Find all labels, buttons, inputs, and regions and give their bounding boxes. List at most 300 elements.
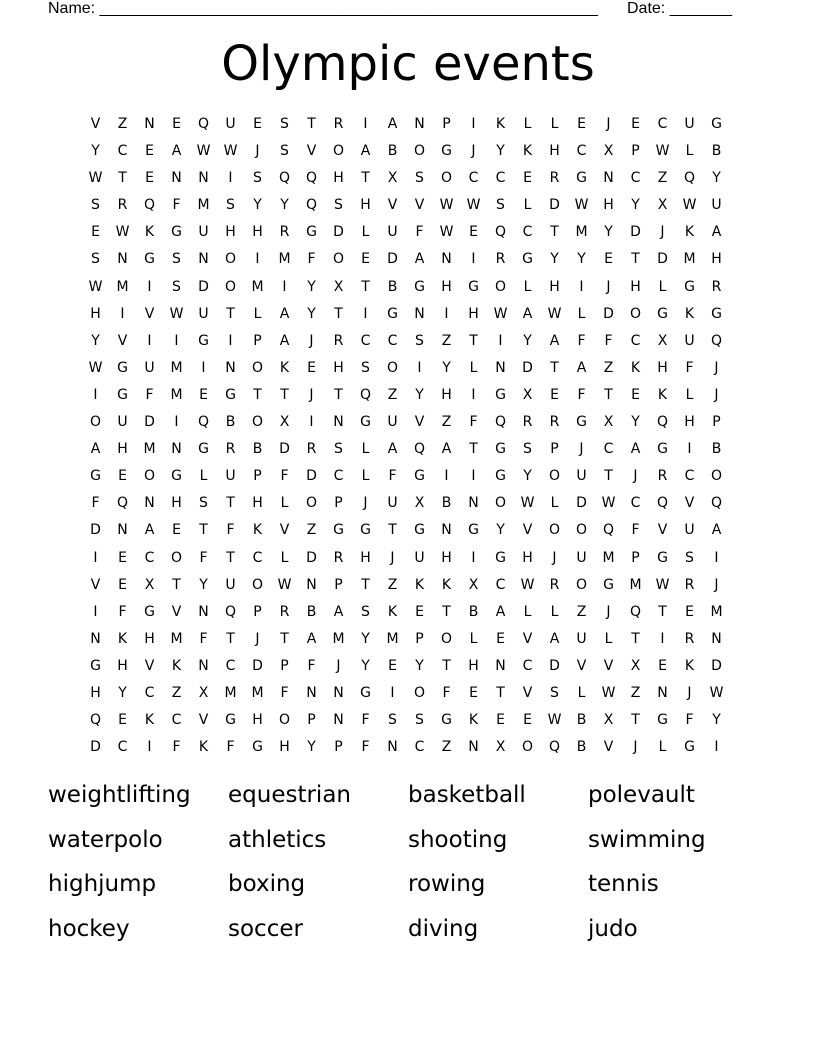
- grid-letter: O: [710, 468, 723, 485]
- grid-letter: X: [657, 332, 668, 349]
- grid-letter: V: [603, 657, 614, 674]
- grid-letter: E: [145, 143, 154, 160]
- grid-letter: Y: [577, 251, 586, 268]
- grid-letter: G: [144, 251, 155, 268]
- grid-letter: P: [253, 603, 262, 620]
- grid-letter: G: [495, 441, 506, 458]
- grid-letter: D: [90, 739, 101, 756]
- grid-letter: P: [550, 441, 559, 458]
- grid-letter: J: [633, 468, 638, 485]
- grid-letter: K: [441, 576, 452, 593]
- grid-letter: P: [631, 549, 640, 566]
- grid-letter: U: [387, 224, 398, 241]
- grid-letter: V: [387, 197, 398, 214]
- grid-letter: M: [170, 630, 183, 647]
- grid-letter: E: [523, 170, 532, 187]
- grid-letter: L: [550, 603, 559, 620]
- grid-letter: I: [363, 116, 368, 132]
- grid-letter: B: [252, 441, 263, 458]
- grid-letter: S: [550, 684, 559, 701]
- grid-letter: T: [280, 386, 289, 403]
- grid-letter: K: [495, 116, 506, 132]
- grid-letter: U: [576, 630, 587, 647]
- grid-letter: V: [279, 522, 290, 539]
- grid-letter: M: [116, 278, 129, 295]
- grid-letter: W: [196, 143, 211, 160]
- grid-letter: K: [144, 224, 155, 241]
- grid-letter: E: [631, 386, 640, 403]
- grid-letter: H: [711, 251, 722, 268]
- grid-letter: D: [603, 305, 614, 322]
- grid-letter: Y: [199, 576, 208, 593]
- grid-letter: I: [93, 603, 98, 620]
- grid-letter: Q: [143, 197, 156, 214]
- grid-letter: X: [387, 170, 398, 187]
- grid-letter: Q: [278, 170, 291, 187]
- grid-letter: Q: [305, 170, 318, 187]
- grid-letter: K: [117, 630, 128, 647]
- grid-letter: C: [522, 657, 533, 674]
- grid-letter: I: [147, 332, 152, 349]
- grid-letter: L: [523, 116, 532, 132]
- grid-letter: S: [415, 170, 424, 187]
- grid-letter: F: [577, 386, 586, 403]
- grid-letter: L: [361, 441, 370, 458]
- grid-letter: P: [415, 630, 424, 647]
- grid-letter: C: [171, 712, 182, 729]
- grid-letter: Q: [413, 441, 426, 458]
- grid-letter: P: [253, 332, 262, 349]
- grid-letter: C: [387, 332, 398, 349]
- grid-letter: V: [522, 630, 533, 647]
- grid-letter: R: [333, 116, 344, 132]
- grid-letter: T: [307, 116, 316, 132]
- grid-letter: Z: [306, 522, 317, 539]
- grid-letter: U: [684, 116, 695, 132]
- date-field-label: Date: _______: [627, 0, 732, 17]
- grid-letter: L: [523, 278, 532, 295]
- grid-letter: L: [550, 495, 559, 512]
- grid-letter: T: [280, 630, 289, 647]
- grid-letter: W: [655, 576, 670, 593]
- grid-letter: I: [444, 305, 449, 322]
- grid-letter: F: [361, 712, 370, 729]
- grid-letter: H: [468, 305, 479, 322]
- grid-letter: O: [332, 251, 345, 268]
- grid-letter: L: [658, 739, 667, 756]
- grid-letter: H: [333, 170, 344, 187]
- grid-letter: L: [577, 684, 586, 701]
- grid-letter: M: [683, 251, 696, 268]
- grid-letter: M: [386, 630, 399, 647]
- grid-letter: L: [253, 305, 262, 322]
- grid-letter: Q: [494, 224, 507, 241]
- grid-letter: V: [90, 116, 101, 132]
- grid-letter: J: [255, 143, 260, 160]
- grid-letter: U: [225, 468, 236, 485]
- grid-letter: H: [684, 414, 695, 431]
- grid-letter: B: [576, 739, 587, 756]
- grid-letter: F: [361, 739, 370, 756]
- grid-letter: H: [603, 197, 614, 214]
- grid-letter: H: [522, 549, 533, 566]
- grid-letter: T: [226, 549, 235, 566]
- grid-letter: N: [198, 657, 209, 674]
- grid-letter: J: [714, 576, 719, 593]
- grid-letter: S: [91, 197, 100, 214]
- grid-letter: D: [630, 224, 641, 241]
- grid-letter: C: [522, 224, 533, 241]
- grid-letter: V: [171, 603, 182, 620]
- grid-letter: U: [225, 116, 236, 132]
- grid-letter: N: [171, 441, 182, 458]
- grid-letter: V: [90, 576, 101, 593]
- word-list-item: basketball: [408, 782, 526, 808]
- grid-letter: F: [226, 739, 235, 756]
- grid-letter: O: [305, 495, 318, 512]
- grid-letter: C: [468, 170, 479, 187]
- grid-letter: K: [468, 712, 479, 729]
- grid-letter: H: [90, 305, 101, 322]
- grid-letter: J: [606, 603, 611, 620]
- grid-letter: V: [414, 197, 425, 214]
- grid-letter: H: [657, 359, 668, 376]
- grid-letter: W: [223, 143, 238, 160]
- grid-letter: J: [363, 495, 368, 512]
- grid-letter: G: [171, 224, 182, 241]
- grid-letter: K: [279, 359, 290, 376]
- grid-letter: F: [685, 359, 694, 376]
- grid-letter: L: [199, 468, 208, 485]
- grid-letter: C: [657, 116, 668, 132]
- grid-letter: K: [198, 739, 209, 756]
- page-title: Olympic events: [221, 36, 595, 92]
- grid-letter: N: [387, 739, 398, 756]
- grid-letter: S: [685, 549, 694, 566]
- grid-letter: J: [309, 332, 314, 349]
- grid-letter: I: [444, 468, 449, 485]
- grid-letter: J: [336, 657, 341, 674]
- grid-letter: Y: [415, 386, 424, 403]
- grid-letter: W: [574, 197, 589, 214]
- grid-letter: W: [277, 576, 292, 593]
- grid-letter: H: [360, 549, 371, 566]
- grid-letter: Q: [710, 332, 723, 349]
- word-list: [48, 777, 768, 955]
- grid-letter: V: [414, 414, 425, 431]
- grid-letter: N: [306, 684, 317, 701]
- grid-letter: O: [332, 143, 345, 160]
- grid-letter: O: [548, 468, 561, 485]
- grid-letter: G: [414, 278, 425, 295]
- grid-letter: G: [441, 712, 452, 729]
- grid-letter: S: [226, 197, 235, 214]
- grid-letter: X: [603, 712, 614, 729]
- grid-letter: K: [522, 143, 533, 160]
- grid-letter: Y: [307, 739, 316, 756]
- grid-letter: E: [496, 630, 505, 647]
- grid-letter: Q: [305, 197, 318, 214]
- grid-letter: A: [576, 359, 587, 376]
- grid-letter: W: [547, 305, 562, 322]
- grid-letter: V: [603, 739, 614, 756]
- grid-letter: Y: [91, 332, 100, 349]
- grid-letter: I: [579, 278, 584, 295]
- grid-letter: N: [468, 739, 479, 756]
- grid-letter: Q: [197, 414, 210, 431]
- grid-letter: O: [440, 170, 453, 187]
- grid-letter: F: [118, 603, 127, 620]
- grid-letter: E: [118, 712, 127, 729]
- grid-letter: O: [251, 414, 264, 431]
- grid-letter: W: [88, 170, 103, 187]
- grid-letter: F: [307, 657, 316, 674]
- word-list-item: hockey: [48, 915, 130, 942]
- grid-letter: G: [468, 522, 479, 539]
- grid-letter: G: [360, 684, 371, 701]
- grid-letter: I: [471, 116, 476, 132]
- grid-letter: X: [657, 197, 668, 214]
- grid-letter: A: [387, 116, 398, 132]
- grid-letter: Z: [171, 684, 182, 701]
- grid-letter: M: [224, 684, 237, 701]
- grid-letter: C: [630, 170, 641, 187]
- grid-letter: Y: [361, 630, 370, 647]
- grid-letter: I: [282, 278, 287, 295]
- grid-letter: T: [631, 630, 640, 647]
- word-list-item: weightlifting: [48, 782, 191, 808]
- grid-letter: N: [414, 116, 425, 132]
- grid-letter: D: [522, 359, 533, 376]
- grid-letter: T: [442, 657, 451, 674]
- grid-letter: I: [714, 549, 719, 566]
- grid-letter: N: [441, 251, 452, 268]
- grid-letter: I: [120, 305, 125, 322]
- grid-letter: G: [414, 468, 425, 485]
- grid-letter: T: [118, 170, 127, 187]
- grid-letter: S: [415, 332, 424, 349]
- grid-letter: C: [630, 332, 641, 349]
- grid-letter: F: [469, 414, 478, 431]
- grid-letter: F: [415, 224, 424, 241]
- grid-letter: G: [657, 305, 668, 322]
- grid-letter: M: [278, 251, 291, 268]
- grid-letter: R: [549, 414, 560, 431]
- word-list-item: equestrian: [228, 782, 351, 808]
- grid-letter: E: [523, 712, 532, 729]
- grid-letter: W: [439, 197, 454, 214]
- grid-letter: W: [655, 143, 670, 160]
- grid-letter: E: [604, 251, 613, 268]
- grid-letter: T: [172, 576, 181, 593]
- grid-letter: W: [88, 278, 103, 295]
- grid-letter: Q: [656, 414, 669, 431]
- grid-letter: F: [199, 630, 208, 647]
- grid-letter: Z: [657, 170, 668, 187]
- grid-letter: G: [711, 305, 722, 322]
- word-list-item: waterpolo: [48, 826, 163, 853]
- grid-letter: A: [387, 441, 398, 458]
- grid-letter: Y: [712, 712, 721, 729]
- grid-letter: R: [684, 576, 695, 593]
- grid-letter: B: [576, 712, 587, 729]
- grid-letter: J: [471, 143, 476, 160]
- grid-letter: G: [171, 468, 182, 485]
- grid-letter: Q: [89, 712, 102, 729]
- grid-letter: X: [468, 576, 479, 593]
- grid-letter: V: [144, 305, 155, 322]
- grid-letter: V: [144, 657, 155, 674]
- word-list-item: soccer: [228, 915, 303, 942]
- grid-letter: H: [549, 143, 560, 160]
- grid-letter: R: [306, 441, 317, 458]
- grid-letter: Z: [603, 359, 614, 376]
- grid-letter: J: [687, 684, 692, 701]
- grid-letter: N: [333, 684, 344, 701]
- grid-letter: D: [549, 197, 560, 214]
- grid-letter: R: [333, 549, 344, 566]
- grid-letter: C: [252, 549, 263, 566]
- grid-letter: S: [280, 143, 289, 160]
- grid-letter: B: [711, 441, 722, 458]
- grid-letter: G: [684, 739, 695, 756]
- grid-letter: Z: [441, 739, 452, 756]
- grid-letter: D: [279, 441, 290, 458]
- grid-letter: G: [198, 332, 209, 349]
- grid-letter: N: [657, 684, 668, 701]
- grid-letter: E: [118, 576, 127, 593]
- grid-letter: I: [201, 359, 206, 376]
- grid-letter: O: [251, 359, 264, 376]
- grid-letter: Q: [494, 414, 507, 431]
- grid-letter: I: [660, 630, 665, 647]
- grid-letter: N: [495, 359, 506, 376]
- grid-letter: F: [577, 332, 586, 349]
- grid-letter: D: [333, 224, 344, 241]
- grid-letter: T: [550, 359, 559, 376]
- grid-letter: Y: [118, 684, 127, 701]
- grid-letter: Z: [387, 386, 398, 403]
- grid-letter: Q: [602, 522, 615, 539]
- name-field-label: Name: ________________________________________________________: [48, 0, 598, 17]
- grid-letter: W: [601, 684, 616, 701]
- grid-letter: R: [495, 251, 506, 268]
- grid-letter: S: [199, 495, 208, 512]
- grid-letter: M: [251, 278, 264, 295]
- grid-letter: I: [174, 414, 179, 431]
- grid-letter: W: [520, 495, 535, 512]
- grid-letter: L: [280, 495, 289, 512]
- grid-letter: G: [711, 116, 722, 132]
- grid-letter: C: [117, 143, 128, 160]
- grid-letter: H: [252, 712, 263, 729]
- grid-letter: H: [549, 278, 560, 295]
- word-list-item: judo: [588, 915, 638, 942]
- grid-letter: H: [441, 549, 452, 566]
- grid-letter: H: [441, 386, 452, 403]
- grid-letter: G: [144, 603, 155, 620]
- grid-letter: O: [494, 278, 507, 295]
- grid-letter: H: [117, 441, 128, 458]
- grid-letter: Z: [630, 684, 641, 701]
- grid-letter: G: [198, 441, 209, 458]
- grid-letter: B: [711, 143, 722, 160]
- grid-letter: R: [522, 414, 533, 431]
- grid-letter: H: [117, 657, 128, 674]
- grid-letter: O: [575, 576, 588, 593]
- grid-letter: G: [360, 522, 371, 539]
- grid-letter: E: [685, 603, 694, 620]
- grid-letter: N: [711, 630, 722, 647]
- grid-letter: O: [278, 712, 291, 729]
- grid-letter: D: [549, 657, 560, 674]
- grid-letter: R: [333, 332, 344, 349]
- grid-letter: T: [199, 522, 208, 539]
- grid-letter: N: [171, 170, 182, 187]
- grid-letter: F: [388, 468, 397, 485]
- grid-letter: V: [684, 495, 695, 512]
- grid-letter: R: [657, 468, 668, 485]
- grid-letter: B: [387, 143, 398, 160]
- grid-letter: U: [144, 359, 155, 376]
- grid-letter: M: [710, 603, 723, 620]
- grid-letter: Y: [496, 143, 505, 160]
- grid-letter: U: [576, 468, 587, 485]
- grid-letter: E: [118, 468, 127, 485]
- grid-letter: I: [498, 332, 503, 349]
- grid-letter: Y: [712, 170, 721, 187]
- grid-letter: N: [90, 630, 101, 647]
- grid-letter: O: [89, 414, 102, 431]
- grid-letter: A: [414, 251, 425, 268]
- grid-letter: Y: [307, 305, 316, 322]
- grid-letter: H: [171, 495, 182, 512]
- grid-letter: K: [144, 712, 155, 729]
- grid-letter: C: [495, 170, 506, 187]
- grid-letter: J: [714, 359, 719, 376]
- grid-letter: A: [144, 522, 155, 539]
- grid-letter: Y: [253, 197, 262, 214]
- grid-letter: Z: [117, 116, 128, 132]
- grid-letter: V: [117, 332, 128, 349]
- grid-letter: O: [251, 576, 264, 593]
- grid-letter: T: [604, 386, 613, 403]
- grid-letter: O: [494, 495, 507, 512]
- grid-letter: F: [172, 739, 181, 756]
- grid-letter: Q: [629, 603, 642, 620]
- grid-letter: G: [117, 359, 128, 376]
- grid-letter: T: [631, 712, 640, 729]
- grid-letter: G: [684, 278, 695, 295]
- grid-letter: Q: [548, 739, 561, 756]
- grid-letter: L: [685, 143, 694, 160]
- grid-letter: T: [496, 684, 505, 701]
- grid-letter: N: [468, 495, 479, 512]
- grid-letter: U: [711, 197, 722, 214]
- grid-letter: G: [495, 468, 506, 485]
- grid-letter: T: [469, 332, 478, 349]
- grid-letter: G: [306, 224, 317, 241]
- grid-letter: T: [550, 224, 559, 241]
- grid-letter: N: [198, 170, 209, 187]
- grid-letter: P: [631, 143, 640, 160]
- grid-letter: A: [171, 143, 182, 160]
- grid-letter: J: [714, 386, 719, 403]
- grid-letter: D: [252, 657, 263, 674]
- grid-letter: V: [306, 143, 317, 160]
- grid-letter: Z: [387, 576, 398, 593]
- grid-letter: K: [684, 224, 695, 241]
